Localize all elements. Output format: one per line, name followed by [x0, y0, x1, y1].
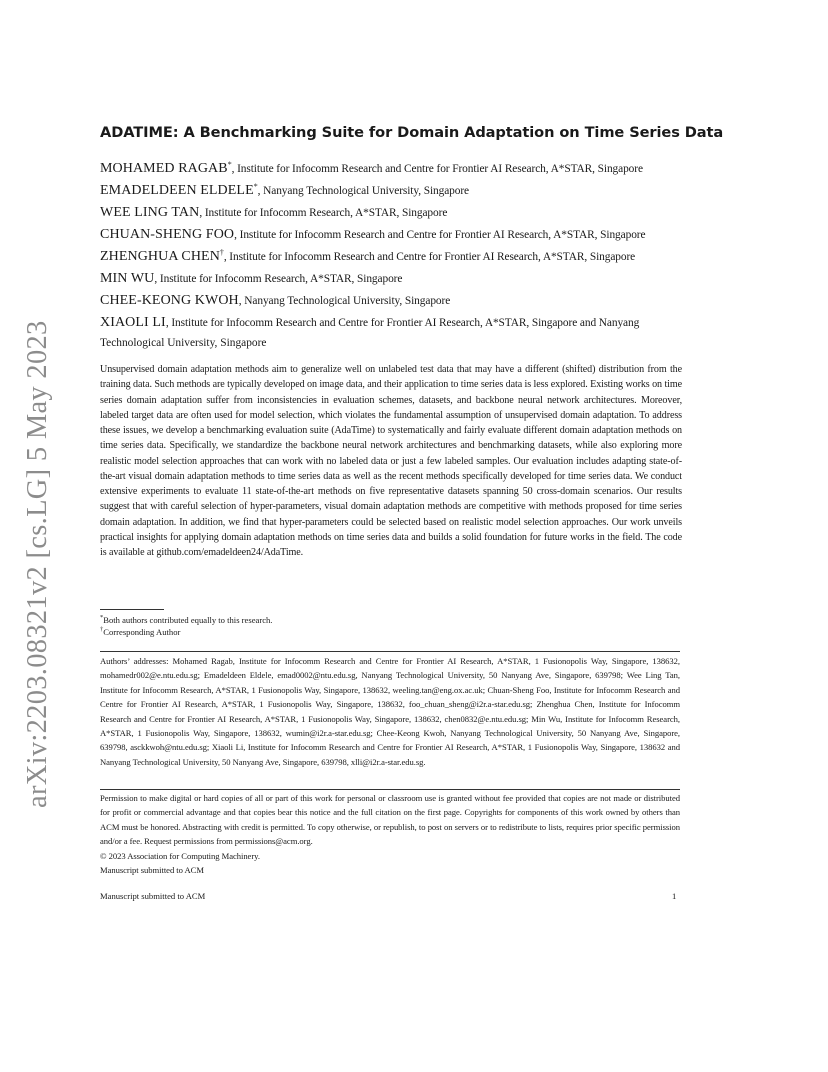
- author-affiliation: , Nanyang Technological University, Singapore: [238, 294, 451, 307]
- author-line: [100, 226, 700, 243]
- author-name: CHUAN-SHENG FOO: [100, 226, 235, 242]
- author-affiliation: , Institute for Infocomm Research and Centre for Frontier AI Research, A*STAR, Singapore: [231, 162, 643, 175]
- authors-addresses-text: Authors’ addresses: Mohamed Ragab, Institute for Infocomm Research and Centre for Frontier AI Research, A*STAR, 1 Fusionopolis Way, Singapore, 138632, mohamedr002@e.ntu.edu.sg; Emadeldeen Eldele, emad0002@ntu.edu.sg, Nanyang Technological University, 50 Nanyang Ave, Singapore, 639798; Wee Ling Tan, Institute for Infocomm Research, A*STAR, 1 Fusionopolis Way, Singapore, 138632, weeling.tan@eng.ox.ac.uk; Chuan-Sheng Foo, Institute for Infocomm Research and Centre for Frontier AI Research, A*STAR, 1 Fusionopolis Way, Singapore, 138632, foo_chuan_sheng@i2r.a-star.edu.sg; Zhenghua Chen, Institute for Infocomm Research and Centre for Frontier AI Research, A*STAR, 1 Fusionopolis Way, Singapore, 138632, chen0832@e.ntu.edu.sg; Min Wu, Institute for Infocomm Research, A*STAR, 1 Fusionopolis Way, Singapore, 138632, wumin@i2r.a-star.edu.sg; Chee-Keong Kwoh, Nanyang Technological University, 50 Nanyang Ave, Singapore, 639798, asckkwoh@ntu.edu.sg; Xiaoli Li, Institute for Infocomm Research and Centre for Frontier AI Research, A*STAR, 1 Fusionopolis Way, Singapore, 138632 and Nanyang Technological University, 50 Nanyang Ave, Singapore, 639798, xlli@i2r.a-star.edu.sg.: [100, 656, 680, 767]
- author-line: [100, 204, 700, 221]
- author-affiliation: , Institute for Infocomm Research, A*STAR, Singapore: [154, 272, 403, 285]
- author-name: MOHAMED RAGAB: [100, 160, 228, 176]
- author-line: [100, 292, 700, 309]
- author-name: MIN WU: [100, 270, 155, 286]
- author-mark: *: [253, 182, 258, 191]
- permission-text: Permission to make digital or hard copies of all or part of this work for personal or classroom use is granted without fee provided that copies are not made or distributed for profit or commercial advantage and that copies bear this notice and the full citation on the first page. Copyrights for components of this work owned by others than ACM must be honored. Abstracting with credit is permitted. To copy otherwise, or republish, to post on servers or to redistribute to lists, requires prior specific permission and/or a fee. Request permissions from permissions@acm.org.: [100, 793, 680, 847]
- author-line: [100, 248, 700, 265]
- footnote-text: Corresponding Author: [103, 626, 181, 637]
- abstract-text: Unsupervised domain adaptation methods aim to generalize well on unlabeled test data that may have a different (shifted) distribution from the training data. Such methods are typically developed on image data, and their application to time series data is less explored. Existing works on time series domain adaptation suffer from inconsistencies in evaluation schemes, datasets, and backbone neural network architectures. Moreover, labeled target data are often used for model selection, which violates the fundamental assumption of unsupervised domain adaptation. To address these issues, we develop a benchmarking evaluation suite (AdaTime) to systematically and fairly evaluate different domain adaptation methods on time series data. Specifically, we standardize the backbone neural network architectures and benchmarking datasets, while also exploring more realistic model selection approaches that can work with no labeled data or just a few labeled samples. Our evaluation includes adapting state-of-the-art visual domain adaptation methods to time series data as well as the recent methods specifically developed for time series data. We conduct extensive experiments to evaluate 11 state-of-the-art methods on five representative datasets spanning 50 cross-domain scenarios. Our results suggest that with careful selection of hyper-parameters, visual domain adaptation methods are competitive with methods proposed for time series domain adaptation. In addition, we find that hyper-parameters could be selected based on realistic model selection approaches. Our work unveils practical insights for applying domain adaptation methods on time series data and builds a solid foundation for future works in the field. The code is available at github.com/emadeldeen24/AdaTime.: [100, 364, 682, 558]
- author-line: [100, 314, 700, 331]
- author-mark: †: [219, 248, 224, 257]
- manuscript-note: Manuscript submitted to ACM: [100, 865, 204, 876]
- author-name: EMADELDEEN ELDELE: [100, 182, 254, 198]
- arxiv-identifier-stamp: arXiv:2203.08321v2 [cs.LG] 5 May 2023: [22, 320, 53, 808]
- footer-left-text: Manuscript submitted to ACM: [100, 891, 206, 901]
- footnote-mark: †: [100, 626, 104, 633]
- author-name: WEE LING TAN: [100, 204, 200, 220]
- permission-notice: [100, 791, 680, 877]
- paper-title: ADATIME: A Benchmarking Suite for Domain Adaptation on Time Series Data: [100, 124, 724, 141]
- page-number: 1: [672, 891, 677, 901]
- author-affiliation: , Institute for Infocomm Research and Centre for Frontier AI Research, A*STAR, Singapore and Nanyang: [165, 316, 640, 329]
- author-affiliation: , Institute for Infocomm Research, A*STAR, Singapore: [199, 206, 448, 219]
- author-affiliation-continuation: Technological University, Singapore: [100, 337, 267, 349]
- copyright-line: © 2023 Association for Computing Machinery.: [100, 850, 260, 861]
- author-name: ZHENGHUA CHEN: [100, 248, 220, 264]
- author-affiliation: , Institute for Infocomm Research and Centre for Frontier AI Research, A*STAR, Singapore: [234, 228, 646, 241]
- author-line: [100, 160, 700, 177]
- section-divider: [100, 789, 680, 790]
- authors-addresses: [100, 654, 680, 769]
- author-name: XIAOLI LI: [100, 314, 166, 330]
- abstract: [100, 362, 682, 560]
- footnote: [100, 614, 272, 625]
- author-line: [100, 182, 700, 199]
- footnote-mark: *: [100, 614, 104, 621]
- author-name: CHEE-KEONG KWOH: [100, 292, 239, 308]
- footnote-rule: [100, 609, 164, 610]
- author-mark: *: [227, 160, 232, 169]
- author-line: [100, 270, 700, 287]
- author-affiliation: , Institute for Infocomm Research and Centre for Frontier AI Research, A*STAR, Singapore: [223, 250, 636, 263]
- footnote-text: Both authors contributed equally to this research.: [103, 614, 273, 625]
- section-divider: [100, 651, 680, 652]
- footnote: [100, 626, 180, 637]
- author-affiliation: , Nanyang Technological University, Singapore: [257, 184, 470, 197]
